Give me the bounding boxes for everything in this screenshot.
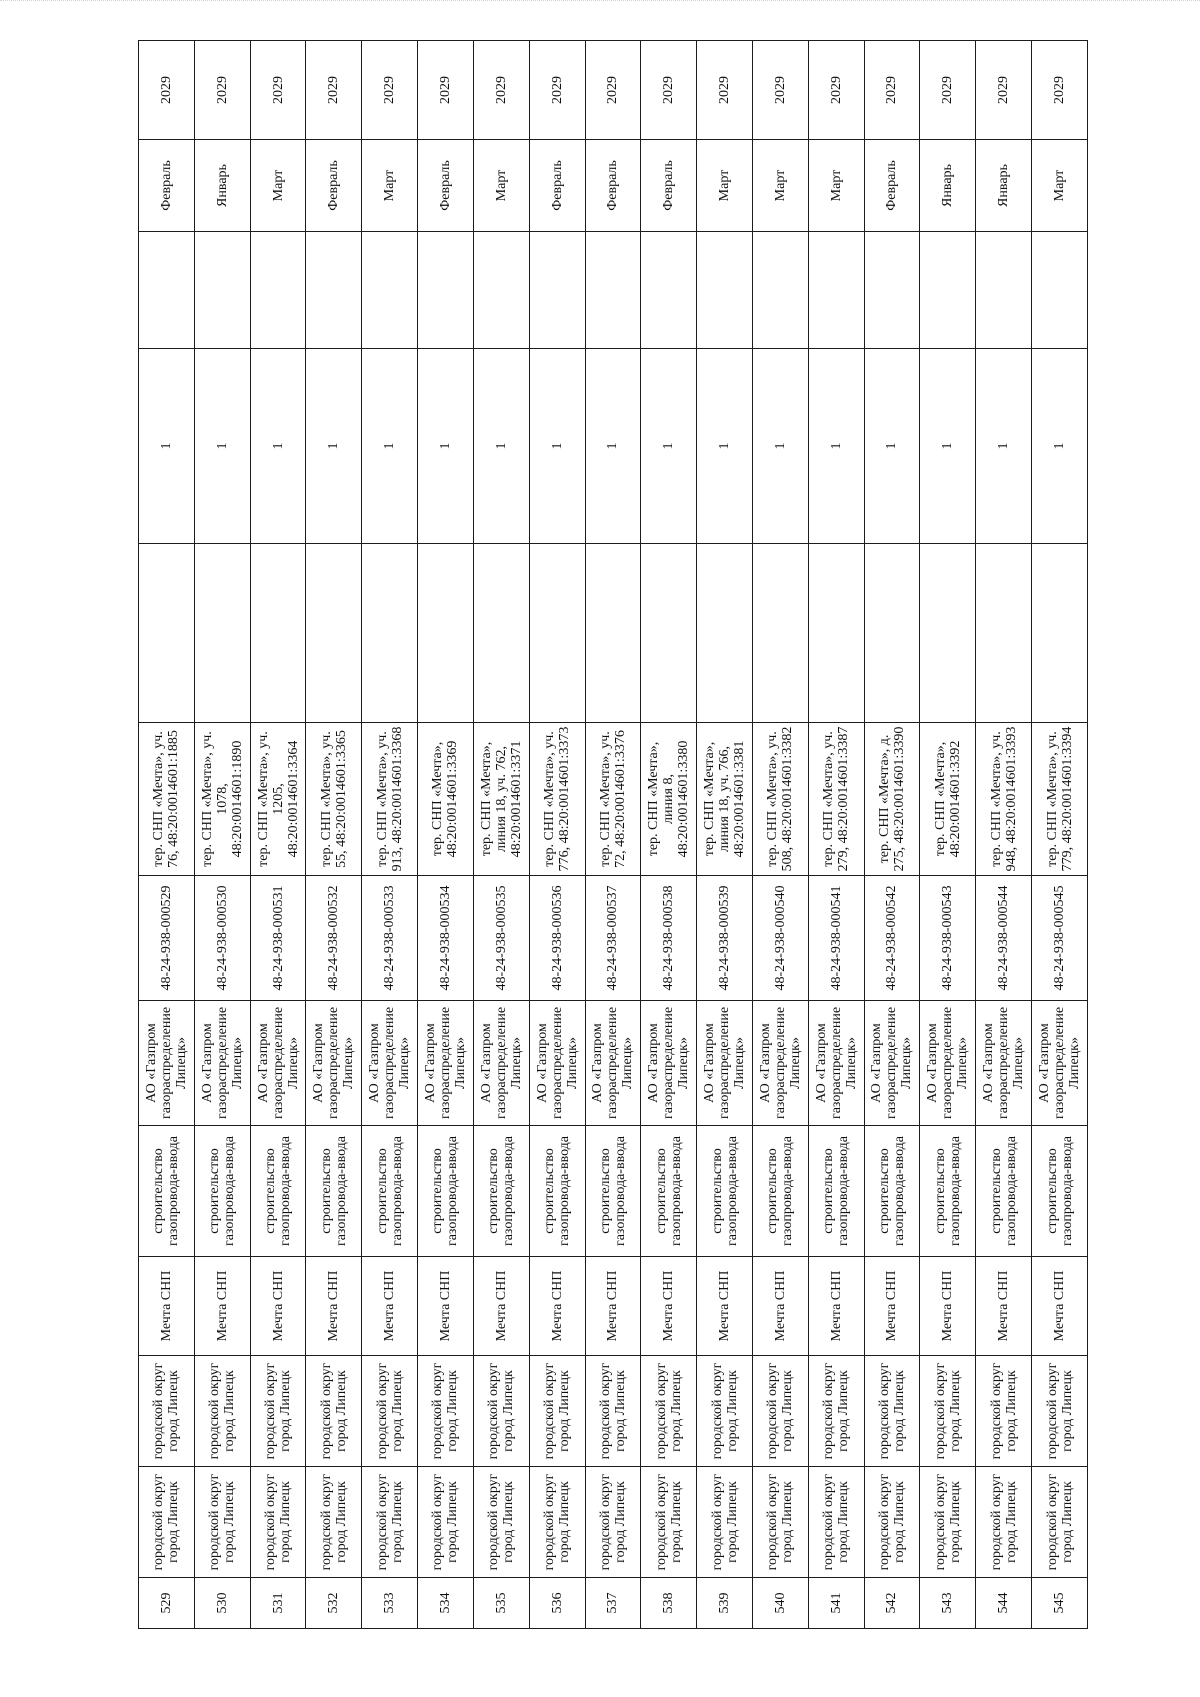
empty-cell [585,232,641,349]
empty-cell [250,232,306,349]
year-cell: 2029 [418,41,474,140]
snt-name-cell: Мечта СНП [808,1257,864,1356]
address-cell: тер. СНП «Мечта», линия 18, уч. 762, 48:20:0014601:3371 [473,723,529,876]
settlement-cell: городской округ город Липецк [920,1356,976,1467]
work-type-cell: строительство газопровода-ввода [585,1126,641,1257]
empty-cell [752,544,808,723]
row-number: 529 [139,1578,195,1629]
district-cell: городской округ город Липецк [362,1467,418,1578]
month-cell: Февраль [306,140,362,232]
month-cell: Февраль [529,140,585,232]
year-cell: 2029 [194,41,250,140]
row-number: 545 [1032,1578,1088,1629]
snt-name-cell: Мечта СНП [752,1257,808,1356]
count-cell: 1 [418,349,474,544]
table-row [641,41,697,1629]
month-cell: Март [752,140,808,232]
settlement-cell: городской округ город Липецк [585,1356,641,1467]
district-cell: городской округ город Липецк [585,1467,641,1578]
empty-cell [641,544,697,723]
snt-name-cell: Мечта СНП [585,1257,641,1356]
month-cell: Февраль [864,140,920,232]
empty-cell [752,232,808,349]
row-number: 536 [529,1578,585,1629]
work-type-cell: строительство газопровода-ввода [752,1126,808,1257]
empty-cell [641,232,697,349]
year-cell: 2029 [585,41,641,140]
month-cell: Январь [920,140,976,232]
organization-cell: АО «Газпром газораспределение Липецк» [752,1001,808,1126]
district-cell: городской округ город Липецк [752,1467,808,1578]
object-code-cell: 48-24-938-000541 [808,876,864,1001]
row-number: 533 [362,1578,418,1629]
year-cell: 2029 [362,41,418,140]
organization-cell: АО «Газпром газораспределение Липецк» [641,1001,697,1126]
settlement-cell: городской округ город Липецк [976,1356,1032,1467]
organization-cell: АО «Газпром газораспределение Липецк» [976,1001,1032,1126]
organization-cell: АО «Газпром газораспределение Липецк» [139,1001,195,1126]
work-type-cell: строительство газопровода-ввода [864,1126,920,1257]
settlement-cell: городской округ город Липецк [250,1356,306,1467]
row-number: 540 [752,1578,808,1629]
district-cell: городской округ город Липецк [473,1467,529,1578]
address-cell: тер. СНП «Мечта», 48:20:0014601:3369 [418,723,474,876]
row-number: 544 [976,1578,1032,1629]
year-cell: 2029 [976,41,1032,140]
table-row [864,41,920,1629]
district-cell: городской округ город Липецк [920,1467,976,1578]
year-cell: 2029 [808,41,864,140]
table-row [976,41,1032,1629]
settlement-cell: городской округ город Липецк [864,1356,920,1467]
count-cell: 1 [976,349,1032,544]
scan-edge-line [0,0,1200,17]
month-cell: Март [1032,140,1088,232]
empty-cell [194,544,250,723]
settlement-cell: городской округ город Липецк [641,1356,697,1467]
settlement-cell: городской округ город Липецк [362,1356,418,1467]
month-cell: Февраль [139,140,195,232]
address-cell: тер. СНП «Мечта», уч. 1205, 48:20:0014601:3364 [250,723,306,876]
count-cell: 1 [473,349,529,544]
object-code-cell: 48-24-938-000529 [139,876,195,1001]
object-code-cell: 48-24-938-000530 [194,876,250,1001]
table-row [529,41,585,1629]
work-type-cell: строительство газопровода-ввода [473,1126,529,1257]
month-cell: Март [250,140,306,232]
table-row [473,41,529,1629]
table-row [139,41,195,1629]
count-cell: 1 [139,349,195,544]
work-type-cell: строительство газопровода-ввода [920,1126,976,1257]
object-code-cell: 48-24-938-000532 [306,876,362,1001]
work-type-cell: строительство газопровода-ввода [306,1126,362,1257]
organization-cell: АО «Газпром газораспределение Липецк» [808,1001,864,1126]
table-body [139,41,1088,1629]
empty-cell [473,544,529,723]
empty-cell [1032,544,1088,723]
count-cell: 1 [306,349,362,544]
month-cell: Март [473,140,529,232]
object-code-cell: 48-24-938-000545 [1032,876,1088,1001]
snt-name-cell: Мечта СНП [920,1257,976,1356]
empty-cell [920,232,976,349]
row-number: 538 [641,1578,697,1629]
object-code-cell: 48-24-938-000535 [473,876,529,1001]
snt-name-cell: Мечта СНП [139,1257,195,1356]
empty-cell [697,544,753,723]
rotated-table-area [138,76,1088,1629]
empty-cell [418,544,474,723]
table-row [585,41,641,1629]
empty-cell [473,232,529,349]
object-code-cell: 48-24-938-000534 [418,876,474,1001]
address-cell: тер. СНП «Мечта», уч. 279, 48:20:0014601:3387 [808,723,864,876]
organization-cell: АО «Газпром газораспределение Липецк» [585,1001,641,1126]
district-cell: городской округ город Липецк [529,1467,585,1578]
snt-name-cell: Мечта СНП [250,1257,306,1356]
table-row [920,41,976,1629]
empty-cell [139,544,195,723]
empty-cell [976,232,1032,349]
object-code-cell: 48-24-938-000537 [585,876,641,1001]
settlement-cell: городской округ город Липецк [418,1356,474,1467]
empty-cell [808,544,864,723]
district-cell: городской округ город Липецк [418,1467,474,1578]
empty-cell [920,544,976,723]
month-cell: Февраль [418,140,474,232]
count-cell: 1 [752,349,808,544]
count-cell: 1 [585,349,641,544]
snt-name-cell: Мечта СНП [473,1257,529,1356]
empty-cell [529,544,585,723]
month-cell: Февраль [585,140,641,232]
empty-cell [418,232,474,349]
year-cell: 2029 [529,41,585,140]
settlement-cell: городской округ город Липецк [139,1356,195,1467]
address-cell: тер. СНП «Мечта», уч. 948, 48:20:0014601:3393 [976,723,1032,876]
empty-cell [362,544,418,723]
address-cell: тер. СНП «Мечта», уч. 913, 48:20:0014601:3368 [362,723,418,876]
organization-cell: АО «Газпром газораспределение Липецк» [920,1001,976,1126]
row-number: 530 [194,1578,250,1629]
settlement-cell: городской округ город Липецк [697,1356,753,1467]
work-type-cell: строительство газопровода-ввода [194,1126,250,1257]
settlement-cell: городской округ город Липецк [1032,1356,1088,1467]
organization-cell: АО «Газпром газораспределение Липецк» [473,1001,529,1126]
address-cell: тер. СНП «Мечта», уч. 76, 48:20:0014601:1885 [139,723,195,876]
address-cell: тер. СНП «Мечта», 48:20:0014601:3392 [920,723,976,876]
organization-cell: АО «Газпром газораспределение Липецк» [306,1001,362,1126]
table-row [250,41,306,1629]
empty-cell [250,544,306,723]
row-number: 542 [864,1578,920,1629]
table-row [306,41,362,1629]
empty-cell [306,544,362,723]
address-cell: тер. СНП «Мечта», уч. 508, 48:20:0014601:3382 [752,723,808,876]
address-cell: тер. СНП «Мечта», линия 18, уч. 766, 48:20:0014601:3381 [697,723,753,876]
empty-cell [529,232,585,349]
empty-cell [864,544,920,723]
row-number: 532 [306,1578,362,1629]
work-type-cell: строительство газопровода-ввода [362,1126,418,1257]
empty-cell [976,544,1032,723]
work-type-cell: строительство газопровода-ввода [250,1126,306,1257]
settlement-cell: городской округ город Липецк [194,1356,250,1467]
organization-cell: АО «Газпром газораспределение Липецк» [194,1001,250,1126]
organization-cell: АО «Газпром газораспределение Липецк» [529,1001,585,1126]
work-type-cell: строительство газопровода-ввода [139,1126,195,1257]
year-cell: 2029 [864,41,920,140]
table-row [418,41,474,1629]
empty-cell [306,232,362,349]
district-cell: городской округ город Липецк [808,1467,864,1578]
settlement-cell: городской округ город Липецк [306,1356,362,1467]
object-code-cell: 48-24-938-000536 [529,876,585,1001]
address-cell: тер. СНП «Мечта», уч. 1078, 48:20:0014601:1890 [194,723,250,876]
count-cell: 1 [920,349,976,544]
month-cell: Февраль [641,140,697,232]
district-cell: городской округ город Липецк [864,1467,920,1578]
row-number: 537 [585,1578,641,1629]
table-row [1032,41,1088,1629]
work-type-cell: строительство газопровода-ввода [976,1126,1032,1257]
district-cell: городской округ город Липецк [306,1467,362,1578]
empty-cell [697,232,753,349]
address-cell: тер. СНП «Мечта», д. 275, 48:20:0014601:3390 [864,723,920,876]
count-cell: 1 [362,349,418,544]
district-cell: городской округ город Липецк [641,1467,697,1578]
table-row [808,41,864,1629]
count-cell: 1 [1032,349,1088,544]
object-code-cell: 48-24-938-000533 [362,876,418,1001]
snt-name-cell: Мечта СНП [362,1257,418,1356]
district-cell: городской округ город Липецк [697,1467,753,1578]
organization-cell: АО «Газпром газораспределение Липецк» [250,1001,306,1126]
empty-cell [864,232,920,349]
snt-name-cell: Мечта СНП [1032,1257,1088,1356]
count-cell: 1 [250,349,306,544]
row-number: 543 [920,1578,976,1629]
count-cell: 1 [808,349,864,544]
snt-name-cell: Мечта СНП [641,1257,697,1356]
month-cell: Январь [976,140,1032,232]
table-row [194,41,250,1629]
row-number: 531 [250,1578,306,1629]
row-number: 541 [808,1578,864,1629]
year-cell: 2029 [641,41,697,140]
year-cell: 2029 [920,41,976,140]
work-type-cell: строительство газопровода-ввода [808,1126,864,1257]
empty-cell [585,544,641,723]
address-cell: тер. СНП «Мечта», уч. 779, 48:20:0014601:3394 [1032,723,1088,876]
settlement-cell: городской округ город Липецк [529,1356,585,1467]
address-cell: тер. СНП «Мечта», уч. 55, 48:20:0014601:3365 [306,723,362,876]
empty-cell [139,232,195,349]
table-row [362,41,418,1629]
work-type-cell: строительство газопровода-ввода [418,1126,474,1257]
month-cell: Март [362,140,418,232]
month-cell: Март [808,140,864,232]
year-cell: 2029 [752,41,808,140]
work-type-cell: строительство газопровода-ввода [641,1126,697,1257]
organization-cell: АО «Газпром газораспределение Липецк» [1032,1001,1088,1126]
count-cell: 1 [864,349,920,544]
row-number: 534 [418,1578,474,1629]
year-cell: 2029 [473,41,529,140]
empty-cell [362,232,418,349]
work-type-cell: строительство газопровода-ввода [529,1126,585,1257]
table-row [697,41,753,1629]
district-cell: городской округ город Липецк [139,1467,195,1578]
object-code-cell: 48-24-938-000544 [976,876,1032,1001]
settlement-cell: городской округ город Липецк [473,1356,529,1467]
work-type-cell: строительство газопровода-ввода [697,1126,753,1257]
year-cell: 2029 [250,41,306,140]
snt-name-cell: Мечта СНП [194,1257,250,1356]
object-code-cell: 48-24-938-000543 [920,876,976,1001]
object-code-cell: 48-24-938-000539 [697,876,753,1001]
rotated-content [138,76,1088,1629]
address-cell: тер. СНП «Мечта», уч. 72, 48:20:0014601:3376 [585,723,641,876]
district-cell: городской округ город Липецк [976,1467,1032,1578]
settlement-cell: городской округ город Липецк [808,1356,864,1467]
object-code-cell: 48-24-938-000542 [864,876,920,1001]
organization-cell: АО «Газпром газораспределение Липецк» [697,1001,753,1126]
district-cell: городской округ город Липецк [250,1467,306,1578]
snt-name-cell: Мечта СНП [418,1257,474,1356]
district-cell: городской округ город Липецк [194,1467,250,1578]
organization-cell: АО «Газпром газораспределение Липецк» [362,1001,418,1126]
month-cell: Январь [194,140,250,232]
object-code-cell: 48-24-938-000531 [250,876,306,1001]
count-cell: 1 [641,349,697,544]
year-cell: 2029 [139,41,195,140]
organization-cell: АО «Газпром газораспределение Липецк» [864,1001,920,1126]
row-number: 535 [473,1578,529,1629]
month-cell: Март [697,140,753,232]
object-code-cell: 48-24-938-000538 [641,876,697,1001]
year-cell: 2029 [697,41,753,140]
address-cell: тер. СНП «Мечта», линия 8, 48:20:0014601:3380 [641,723,697,876]
snt-name-cell: Мечта СНП [976,1257,1032,1356]
object-code-cell: 48-24-938-000540 [752,876,808,1001]
snt-name-cell: Мечта СНП [306,1257,362,1356]
district-cell: городской округ город Липецк [1032,1467,1088,1578]
work-type-cell: строительство газопровода-ввода [1032,1126,1088,1257]
table-row [752,41,808,1629]
organization-cell: АО «Газпром газораспределение Липецк» [418,1001,474,1126]
address-cell: тер. СНП «Мечта», уч. 776, 48:20:0014601:3373 [529,723,585,876]
settlement-cell: городской округ город Липецк [752,1356,808,1467]
row-number: 539 [697,1578,753,1629]
empty-cell [194,232,250,349]
count-cell: 1 [697,349,753,544]
gasification-register-table [138,40,1088,1629]
year-cell: 2029 [306,41,362,140]
snt-name-cell: Мечта СНП [697,1257,753,1356]
snt-name-cell: Мечта СНП [529,1257,585,1356]
snt-name-cell: Мечта СНП [864,1257,920,1356]
empty-cell [1032,232,1088,349]
count-cell: 1 [529,349,585,544]
year-cell: 2029 [1032,41,1088,140]
empty-cell [808,232,864,349]
count-cell: 1 [194,349,250,544]
